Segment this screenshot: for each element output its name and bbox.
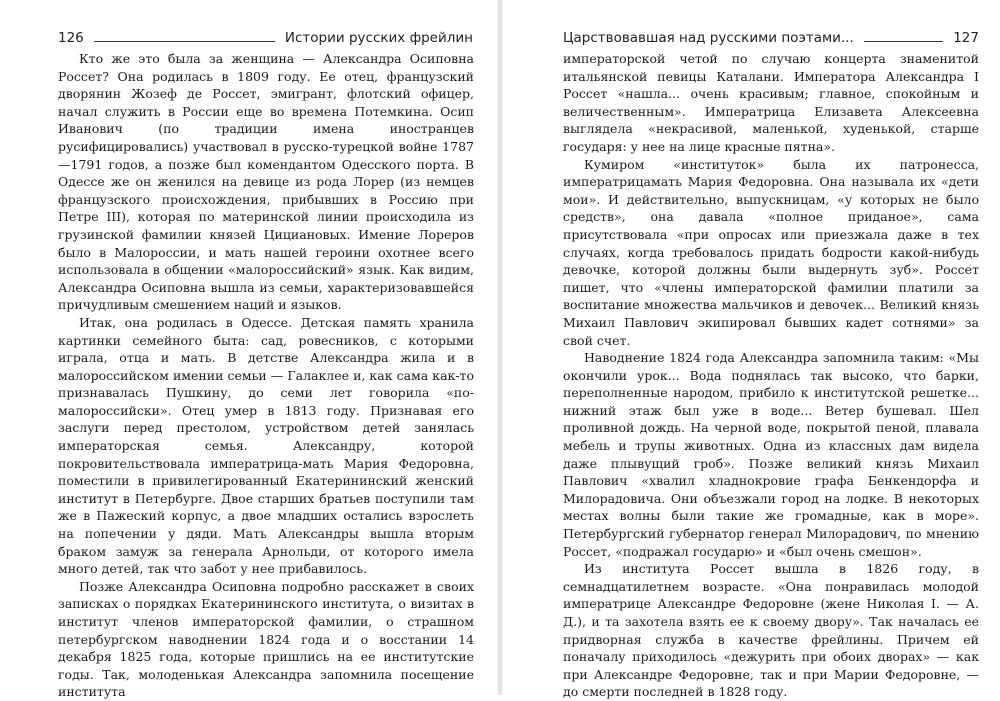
right-page-number: 127 bbox=[953, 30, 979, 46]
left-running-head bbox=[58, 28, 473, 46]
paragraph: Из института Россет вышла в 1826 году, в семнадцатилетнем возрасте. «Она понравилась молодой императрице Александре Федоровне (жене Николая I. — А. Д.), и та захотела взять ее к своему двору». Так началась ее придворная служба в качестве фрейлины. Причем ей поначалу приходилось «дежурить при обоих дворах» — как при Александре Федоровне, так и при Марии Федоровне, — до смерти последней в 1828 году. bbox=[563, 561, 979, 700]
paragraph: Кумиром «институток» была их патронесса, императрицамать Мария Федоровна. Она называла их «дети мои». И действительно, выпускницам, «у которых не было средств», она давала «полное приданое», сама присутствовала «при опросах или приезжала даже в тех случаях, когда требовалось придать бодрости какой-нибудь девочке, которой должны были выдернуть зуб». Россет пишет, что «члены императорской фамилии платили за воспитание множества мальчиков и девочек... Великий князь Михаил Павлович экипировал бывших кадет сотнями» за свой счет. bbox=[563, 156, 979, 348]
left-page bbox=[0, 0, 497, 700]
continued-paragraph: императорской четой по случаю концерта знаменитой итальянской певицы Каталани. Императора Александра I Россет «нашла... очень красивым; главное, спокойным и величественным». Императрица Елизавета Алексеевна выглядела «некрасивой, маленькой, худенькой, старше государя: у нее на лице красные пятна». bbox=[563, 51, 979, 154]
right-running-title: Царствовавшая над русскими поэтами... bbox=[563, 30, 854, 46]
right-page-text bbox=[563, 50, 979, 701]
paragraph: Наводнение 1824 года Александра запомнила таким: «Мы окончили урок... Вода поднялась так высоко, что барки, переполненные народом, прибило к институтской решетке... нижний этаж был уже в воде... Ветер бушевал. Шел проливной дождь. На черной воде, покрытой пеной, плавала мебель и трупы животных. Одна из классных дам видела даже плывущий гроб». Позже великий князь Михаил Павлович «хвалил хладнокровие графа Бенкендорфа и Милорадовича. Они объезжали город на лодке. В некоторых местах волны были такие же громадные, как в море». Петербургский губернатор генерал Милорадович, по мнению Россет, «подражал государю» и «был очень смешон». bbox=[563, 350, 979, 559]
left-running-title: Истории русских фрейлин bbox=[284, 30, 473, 46]
right-running-head bbox=[563, 28, 979, 46]
paragraph: Кто же это была за женщина — Александра Осиповна Россет? Она родилась в 1809 году. Ее отец, французский дворянин Жозеф де Россет, эмигрант, флотский офицер, начал служить в России еще во времена Потемкина. Осип Иванович (по традиции имена иностранцев русифицировались) участвовал в русско-турецкой войне 1787—1791 годов, а позже был комендантом Одесского порта. В Одессе же он женился на девице из рода Лорер (из немцев французского происхождения, прибывших в Россию при Петре III), которая по материнской линии происходила из грузинской фамилии князей Цициановых. Имение Лореров было в Малороссии, и мать нашей героини охотнее всего использовала в общении «малороссийский» язык. Как видим, Александра Осиповна вышла из семьи, характеризовавшейся причудливым смешением наций и языков. bbox=[58, 51, 474, 313]
left-page-text bbox=[58, 50, 474, 701]
paragraph: Позже Александра Осиповна подробно расскажет в своих записках о порядках Екатерининского института, о визитах в институт членов императорской фамилии, о страшном петербургском наводнении 1824 года и о восстании 14 декабря 1825 года, которые пришлись на ее институтские годы. Так, молоденькая Александра запомнила посещение института bbox=[58, 578, 474, 700]
right-header-rule bbox=[864, 41, 943, 42]
left-header-rule bbox=[94, 41, 275, 42]
left-page-number: 126 bbox=[58, 30, 84, 46]
paragraph: Итак, она родилась в Одессе. Детская память хранила картинки семейного быта: сад, ровесников, с которыми играла, отца и мать. В детстве Александра жила и в малороссийском имении семьи — Галаклее и, как сама как-то признавалась Пушкину, до семи лет говорила «по-малороссийски». Отец умер в 1813 году. Признавая его заслуги перед престолом, устройством детей занялась императорская семья. Александру, которой покровительствовала императрица-мать Мария Федоровна, поместили в привилегированный Екатерининский женский институт в Петербурге. Двое старших братьев поступили там же в Пажеский корпус, а двое младших остались взрослеть на попечении у дяди. Мать Александры вышла вторым браком замуж за генерала Арнольди, от которого имела много детей, так что забот у нее прибавилось. bbox=[58, 314, 474, 577]
right-page bbox=[503, 0, 1000, 700]
